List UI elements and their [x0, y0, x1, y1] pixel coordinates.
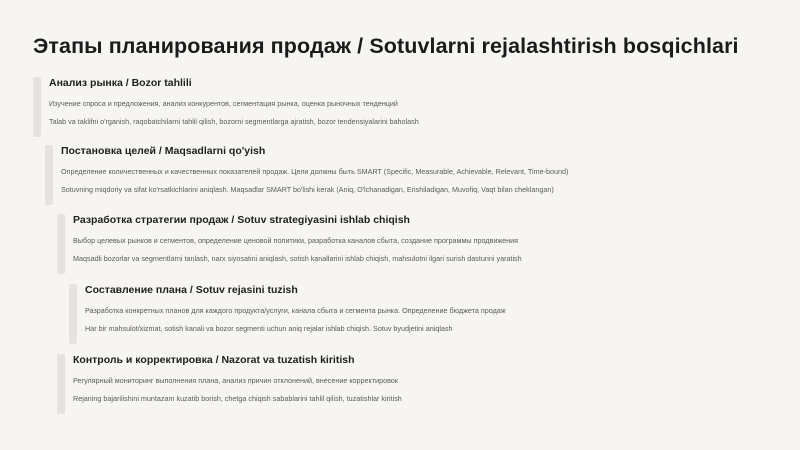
step-title: Анализ рынка / Bozor tahlili [49, 77, 192, 89]
step-item-5 [57, 354, 477, 414]
step-item-2 [45, 145, 645, 205]
step-description-uz: Har bir mahsulot/xizmat, sotish kanali va bozor segmenti uchun aniq rejalar ishlab chiqish. Sotuv byudjetini aniqlash [85, 324, 453, 333]
step-accent-bar [33, 77, 41, 137]
step-accent-bar [57, 354, 65, 414]
step-description-uz: Talab va taklifni o'rganish, raqobatchilarni tahlil qilish, bozorni segmentlarga ajratish, bozor tendensiyalarini baholash [49, 117, 419, 126]
step-description-ru: Выбор целевых рынков и сегментов, определение ценовой политики, разработка каналов сбыта, создание программы продвижения [73, 236, 519, 245]
step-description-uz: Rejaning bajarilishini muntazam kuzatib borish, chetga chiqish sabablarini tahlil qilish, tuzatishlar kiritish [73, 394, 402, 403]
step-item-3 [57, 214, 617, 274]
step-description-uz: Sotuvning miqdoriy va sifat ko'rsatkichlarini aniqlash. Maqsadlar SMART bo'lishi kerak (Aniq, O'lchanadigan, Erishiladigan, Muvofiq, Vaqt bilan cheklangan) [61, 185, 554, 194]
step-accent-bar [57, 214, 65, 274]
step-title: Разработка стратегии продаж / Sotuv strategiyasini ishlab chiqish [73, 214, 410, 226]
step-description-uz: Maqsadli bozorlar va segmentlarni tanlash, narx siyosatini aniqlash, sotish kanallarini ishlab chiqish, mahsulotni ilgari surish dasturini yaratish [73, 254, 522, 263]
step-description-ru: Регулярный мониторинг выполнения плана, анализ причин отклонений, внесение корректировок [73, 376, 398, 385]
step-accent-bar [69, 284, 77, 344]
step-description-ru: Определение количественных и качественных показателей продаж. Цели должны быть SMART (Specific, Measurable, Achievable, Relevant, Time-bound) [61, 167, 569, 176]
step-title: Постановка целей / Maqsadlarni qo'yish [61, 145, 266, 157]
page-title: Этапы планирования продаж / Sotuvlarni rejalashtirish bosqichlari [33, 34, 739, 58]
step-title: Составление плана / Sotuv rejasini tuzish [85, 284, 298, 296]
step-item-4 [69, 284, 569, 344]
step-accent-bar [45, 145, 53, 205]
step-title: Контроль и корректировка / Nazorat va tuzatish kiritish [73, 354, 355, 366]
step-item-1 [33, 77, 593, 137]
step-description-ru: Изучение спроса и предложения, анализ конкурентов, сегментация рынка, оценка рыночных тенденций [49, 99, 398, 108]
step-description-ru: Разработка конкретных планов для каждого продукта/услуги, канала сбыта и сегмента рынка. Определение бюджета продаж [85, 306, 506, 315]
